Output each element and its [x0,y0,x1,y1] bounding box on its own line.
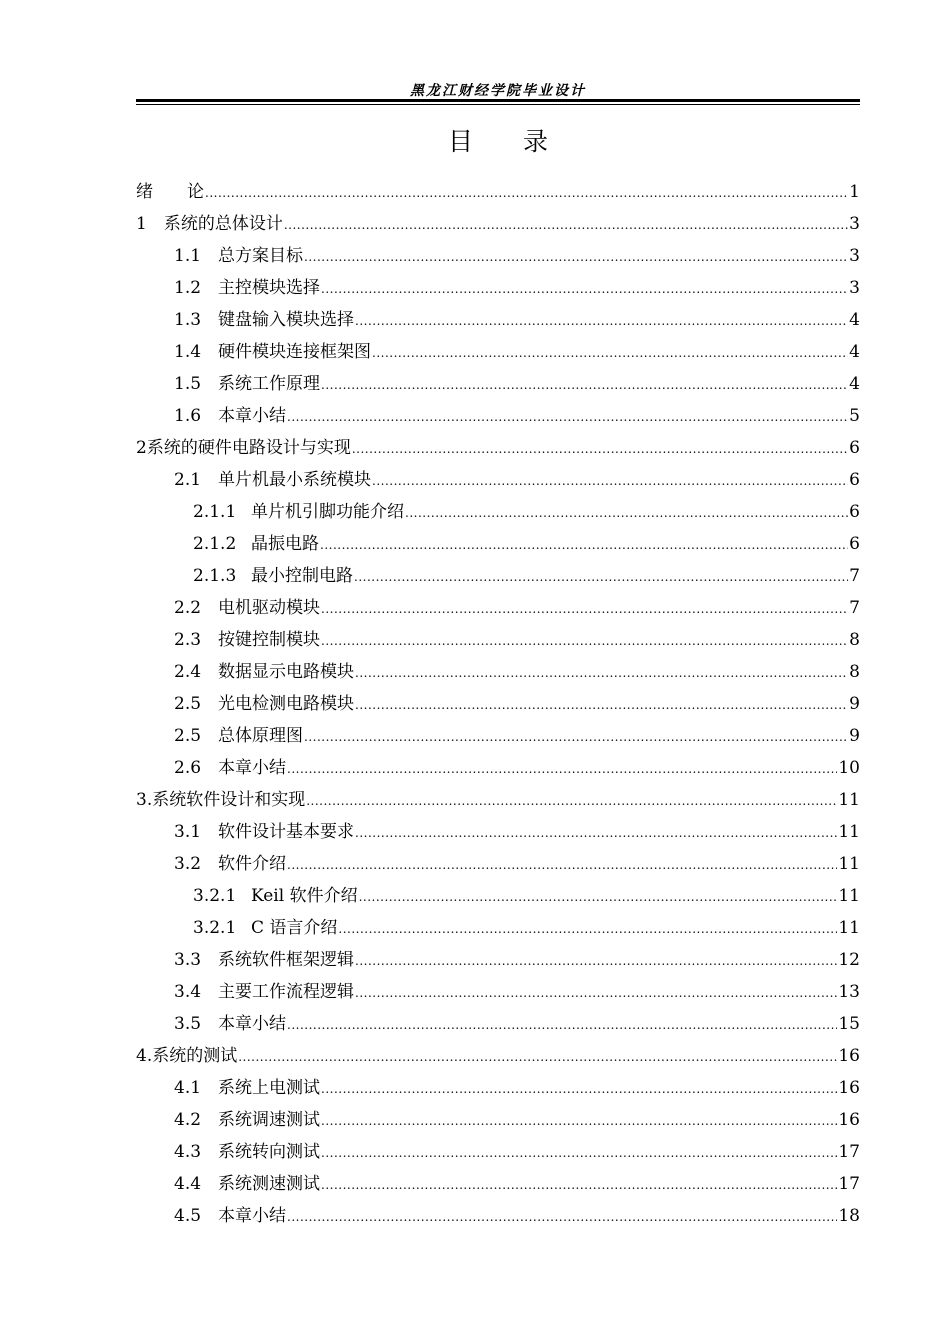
toc-leader-dots [284,209,848,241]
toc-leader-dots [359,881,838,913]
toc-entry[interactable] [136,592,860,624]
toc-entry[interactable] [136,784,860,816]
toc-entry-page: 11 [838,886,860,906]
toc-entry-number: 2.3 [174,630,202,650]
toc-entry-page: 11 [838,790,860,810]
toc-entry-number: 2.5 [174,726,202,746]
toc-entry[interactable] [136,1104,860,1136]
toc-leader-dots [355,977,837,1009]
toc-entry-number: 3.3 [174,950,202,970]
toc-entry-number: 1.2 [174,278,202,298]
toc-entry-title: 软件介绍 [218,854,286,874]
toc-entry[interactable] [136,528,860,560]
toc-leader-dots [338,913,837,945]
toc-entry[interactable] [136,1008,860,1040]
toc-entry-title: 主要工作流程逻辑 [218,982,354,1002]
toc-entry-title: 系统的硬件电路设计与实现 [146,438,351,458]
toc-leader-dots [354,561,848,593]
toc-entry-page: 6 [849,438,860,458]
toc-leader-dots [205,177,848,209]
toc-leader-dots [321,1073,837,1105]
toc-entry-title: Keil 软件介绍 [251,886,358,906]
toc-entry-title: 系统测速测试 [218,1174,320,1194]
toc-entry-page: 10 [838,758,860,778]
toc-entry-title: 本章小结 [218,406,286,426]
toc-leader-dots [304,721,848,753]
toc-entry-title: 系统的总体设计 [163,214,283,234]
toc-entry-page: 4 [849,310,860,330]
toc-entry-number: 4.1 [174,1078,202,1098]
toc-entry-title: 电机驱动模块 [218,598,320,618]
toc-entry-page: 13 [838,982,860,1002]
toc-entry[interactable] [136,912,860,944]
toc-leader-dots [304,241,848,273]
toc-entry-number: 1.5 [174,374,202,394]
toc-entry-number: 1.4 [174,342,202,362]
toc-leader-dots [287,401,848,433]
toc-leader-dots [321,593,848,625]
toc-entry-title: 光电检测电路模块 [218,694,354,714]
toc-entry-page: 11 [838,854,860,874]
toc-entry-title: 系统工作原理 [218,374,320,394]
toc-entry[interactable] [136,752,860,784]
toc-entry[interactable] [136,944,860,976]
toc-entry-number: 2.1.1 [193,502,237,522]
toc-entry-number: 3.5 [174,1014,202,1034]
toc-entry[interactable] [136,624,860,656]
toc-entry-page: 6 [849,534,860,554]
toc-entry-page: 15 [838,1014,860,1034]
toc-entry-number: 4.2 [174,1110,202,1130]
toc-leader-dots [405,497,848,529]
toc-entry[interactable] [136,1072,860,1104]
toc-entry[interactable] [136,464,860,496]
toc-leader-dots [355,817,837,849]
toc-entry-title: 按键控制模块 [218,630,320,650]
toc-leader-dots [372,337,848,369]
toc-entry-title: 系统的测试 [152,1046,238,1066]
toc-entry-number: 2.1 [174,470,202,490]
toc-entry-title: 系统转向测试 [218,1142,320,1162]
toc-entry[interactable] [136,976,860,1008]
toc-entry-page: 11 [838,822,860,842]
toc-entry-number: 4.5 [174,1206,202,1226]
toc-entry-title: 晶振电路 [251,534,319,554]
toc-leader-dots [355,657,848,689]
page-header-title: 黑龙江财经学院毕业设计 [410,83,586,99]
toc-entry[interactable] [136,400,860,432]
toc-entry-title: 主控模块选择 [218,278,320,298]
toc-leader-dots [355,689,848,721]
toc-entry[interactable] [136,368,860,400]
toc-entry-page: 7 [849,566,860,586]
toc-leader-dots [321,1169,837,1201]
toc-leader-dots [372,465,848,497]
toc-entry[interactable] [136,1168,860,1200]
toc-entry-number: 3.2.1 [193,886,237,906]
toc-entry[interactable] [136,1040,860,1072]
toc-entry-title: 系统软件框架逻辑 [218,950,354,970]
toc-leader-dots [321,1105,837,1137]
toc-entry[interactable] [136,176,860,208]
toc-entry-page: 9 [849,726,860,746]
toc-leader-dots [321,369,848,401]
toc-entry-page: 11 [838,918,860,938]
toc-entry-page: 16 [838,1046,860,1066]
toc-entry-title: 本章小结 [218,1206,286,1226]
toc-entry-page: 16 [838,1078,860,1098]
toc-entry-number: 3.2 [174,854,202,874]
toc-leader-dots [355,945,837,977]
table-of-contents [136,176,860,1232]
toc-entry-number: 2.1.3 [193,566,237,586]
toc-entry-number: 3.2.1 [193,918,237,938]
toc-entry[interactable] [136,272,860,304]
toc-entry[interactable] [136,720,860,752]
toc-entry-page: 12 [838,950,860,970]
toc-entry[interactable] [136,1136,860,1168]
toc-entry-number: 3.1 [174,822,202,842]
toc-entry[interactable] [136,848,860,880]
toc-leader-dots [321,625,848,657]
toc-leader-dots [321,1137,837,1169]
toc-entry-page: 3 [849,278,860,298]
toc-entry-title: C 语言介绍 [251,918,338,938]
toc-leader-dots [287,1009,837,1041]
toc-entry-title: 总体原理图 [218,726,303,746]
toc-entry-number: 2.6 [174,758,202,778]
toc-entry-page: 3 [849,214,860,234]
toc-entry-title: 本章小结 [218,1014,286,1034]
toc-entry-title: 系统软件设计和实现 [152,790,306,810]
toc-entry-page: 16 [838,1110,860,1130]
toc-title: 目 录 [447,127,548,156]
toc-entry-title: 系统调速测试 [218,1110,320,1130]
toc-entry-title: 单片机引脚功能介绍 [251,502,404,522]
toc-entry-page: 8 [849,630,860,650]
toc-entry[interactable] [136,208,860,240]
toc-entry-number: 1.1 [174,246,202,266]
toc-entry-number: 2.5 [174,694,202,714]
toc-leader-dots [306,785,837,817]
toc-entry-number: 4.3 [174,1142,202,1162]
toc-entry[interactable] [136,432,860,464]
toc-entry-page: 17 [838,1174,860,1194]
toc-entry[interactable] [136,1200,860,1232]
toc-entry[interactable] [136,240,860,272]
toc-entry-title: 最小控制电路 [251,566,353,586]
toc-entry-number: 1.3 [174,310,202,330]
toc-entry-page: 6 [849,470,860,490]
toc-entry[interactable] [136,496,860,528]
toc-entry-page: 5 [849,406,860,426]
toc-entry-number: 3. [136,790,153,810]
toc-entry-number: 1.6 [174,406,202,426]
toc-entry-title: 键盘输入模块选择 [218,310,354,330]
toc-entry-number: 2.2 [174,598,202,618]
toc-entry-title: 本章小结 [218,758,286,778]
toc-entry[interactable] [136,816,860,848]
toc-entry-number: 2 [136,438,147,458]
toc-leader-dots [320,529,848,561]
toc-leader-dots [321,273,848,305]
toc-entry-title: 总方案目标 [218,246,303,266]
toc-entry-number: 2.4 [174,662,202,682]
toc-entry-number: 3.4 [174,982,202,1002]
toc-entry-title: 数据显示电路模块 [218,662,354,682]
toc-entry-title: 单片机最小系统模块 [218,470,371,490]
toc-entry-number: 2.1.2 [193,534,237,554]
toc-leader-dots [238,1041,837,1073]
toc-entry-number: 4.4 [174,1174,202,1194]
toc-entry-title: 软件设计基本要求 [218,822,354,842]
header-rule-thin [136,104,860,105]
toc-entry[interactable] [136,656,860,688]
header-rule-thick [136,99,860,102]
toc-entry-page: 4 [849,374,860,394]
toc-entry-number: 4. [136,1046,153,1066]
toc-entry-page: 3 [849,246,860,266]
toc-leader-dots [287,753,837,785]
toc-entry-page: 8 [849,662,860,682]
toc-leader-dots [355,305,848,337]
toc-leader-dots [287,1201,837,1233]
toc-entry-page: 9 [849,694,860,714]
toc-entry[interactable] [136,880,860,912]
toc-entry-page: 18 [838,1206,860,1226]
toc-entry-title: 硬件模块连接框架图 [218,342,371,362]
toc-entry[interactable] [136,688,860,720]
toc-entry-page: 1 [849,182,860,202]
toc-entry-title: 系统上电测试 [218,1078,320,1098]
toc-entry[interactable] [136,304,860,336]
toc-entry-page: 6 [849,502,860,522]
toc-entry-page: 17 [838,1142,860,1162]
toc-leader-dots [352,433,848,465]
toc-entry[interactable] [136,336,860,368]
toc-entry-page: 4 [849,342,860,362]
toc-entry-page: 7 [849,598,860,618]
toc-entry[interactable] [136,560,860,592]
toc-entry-number: 1 [136,214,164,234]
toc-leader-dots [287,849,837,881]
toc-entry-title: 绪 论 [136,182,204,202]
